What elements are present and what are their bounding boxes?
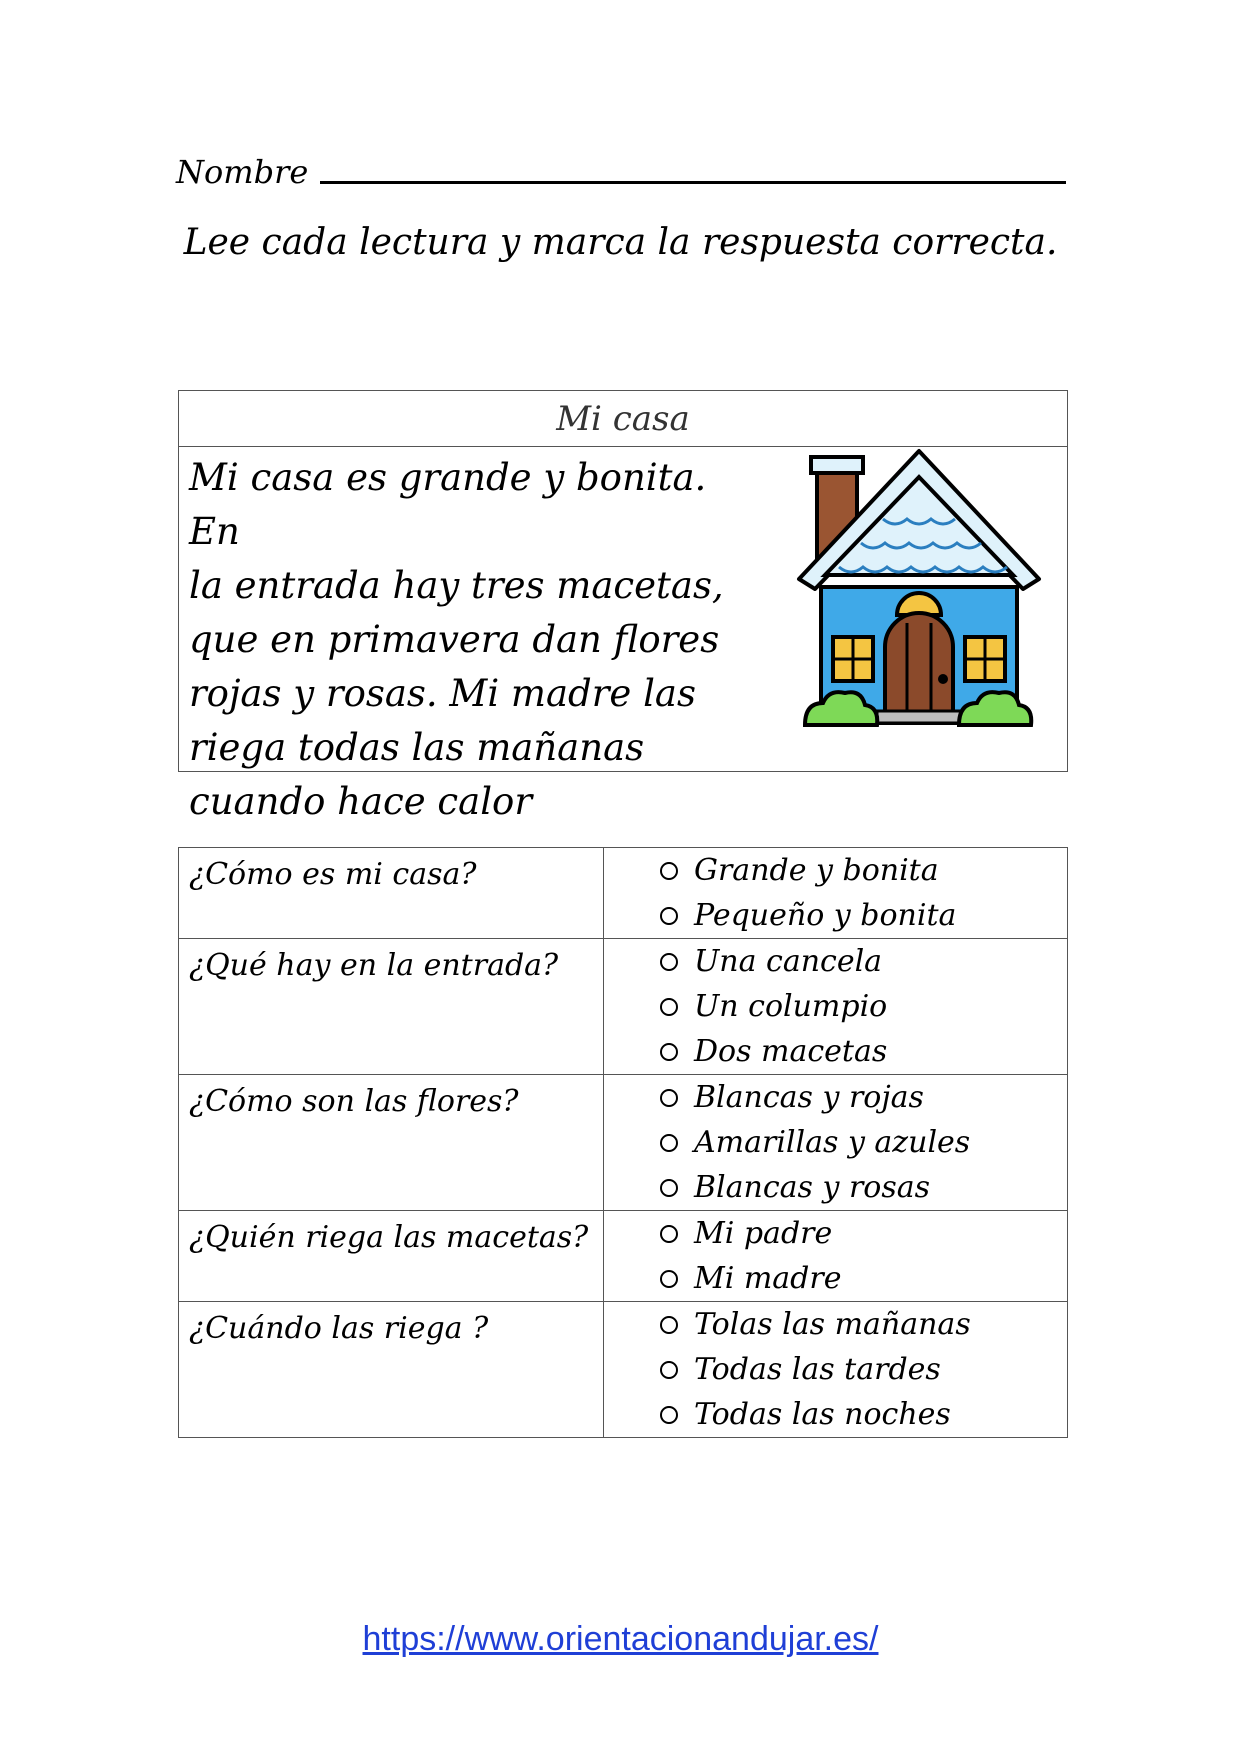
question-text: ¿Qué hay en la entrada? [179, 939, 604, 1075]
option-item[interactable] [660, 1302, 1067, 1347]
options-cell [604, 1211, 1068, 1302]
question-text: ¿Quién riega las macetas? [179, 1211, 604, 1302]
radio-circle-icon[interactable] [660, 998, 678, 1016]
option-item[interactable] [660, 1392, 1067, 1437]
option-item[interactable] [660, 1029, 1067, 1074]
option-item[interactable] [660, 939, 1067, 984]
reading-text [189, 451, 749, 829]
option-item[interactable] [660, 848, 1067, 893]
instruction-text: Lee cada lectura y marca la respuesta correcta. [183, 222, 1058, 263]
radio-circle-icon[interactable] [660, 1179, 678, 1197]
name-label: Nombre [176, 153, 309, 191]
question-row [179, 848, 1068, 939]
option-label: Dos macetas [694, 1034, 888, 1069]
reading-box [178, 390, 1068, 823]
option-item[interactable] [660, 984, 1067, 1029]
option-label: Todas las noches [694, 1397, 951, 1432]
radio-circle-icon[interactable] [660, 1316, 678, 1334]
option-label: Blancas y rosas [694, 1170, 931, 1205]
option-item[interactable] [660, 1120, 1067, 1165]
question-row [179, 1211, 1068, 1302]
option-item[interactable] [660, 1347, 1067, 1392]
option-item[interactable] [660, 1075, 1067, 1120]
option-label: Una cancela [694, 944, 883, 979]
radio-circle-icon[interactable] [660, 1406, 678, 1424]
reading-line: cuando hace calor [189, 780, 533, 823]
option-label: Todas las tardes [694, 1352, 941, 1387]
option-label: Amarillas y azules [694, 1125, 971, 1160]
option-label: Mi madre [694, 1261, 842, 1296]
question-row [179, 939, 1068, 1075]
reading-line: riega todas las mañanas [189, 726, 645, 769]
radio-circle-icon[interactable] [660, 862, 678, 880]
question-text: ¿Cómo es mi casa? [179, 848, 604, 939]
option-label: Mi padre [694, 1216, 833, 1251]
question-text: ¿Cómo son las flores? [179, 1075, 604, 1211]
option-label: Un columpio [694, 989, 888, 1024]
option-label: Tolas las mañanas [694, 1307, 971, 1342]
house-icon [791, 447, 1047, 737]
option-label: Pequeño y bonita [694, 898, 957, 933]
question-row [179, 1302, 1068, 1438]
radio-circle-icon[interactable] [660, 1043, 678, 1061]
reading-line: rojas y rosas. Mi madre las [189, 672, 696, 715]
name-field[interactable] [176, 148, 1066, 191]
options-cell [604, 1075, 1068, 1211]
radio-circle-icon[interactable] [660, 1270, 678, 1288]
option-label: Grande y bonita [694, 853, 939, 888]
options-cell [604, 1302, 1068, 1438]
reading-body [179, 447, 1067, 823]
option-item[interactable] [660, 893, 1067, 938]
radio-circle-icon[interactable] [660, 1134, 678, 1152]
option-item[interactable] [660, 1211, 1067, 1256]
option-item[interactable] [660, 1165, 1067, 1210]
radio-circle-icon[interactable] [660, 953, 678, 971]
radio-circle-icon[interactable] [660, 1225, 678, 1243]
options-cell [604, 848, 1068, 939]
question-row [179, 1075, 1068, 1211]
option-label: Blancas y rojas [694, 1080, 924, 1115]
reading-line: Mi casa es grande y bonita. En [189, 456, 707, 553]
question-text: ¿Cuándo las riega ? [179, 1302, 604, 1438]
reading-line: la entrada hay tres macetas, [189, 564, 724, 607]
reading-line: que en primavera dan flores [189, 618, 720, 661]
radio-circle-icon[interactable] [660, 1361, 678, 1379]
website-link[interactable]: https://www.orientacionandujar.es/ [362, 1620, 879, 1658]
name-underline[interactable] [320, 181, 1066, 184]
radio-circle-icon[interactable] [660, 907, 678, 925]
options-cell [604, 939, 1068, 1075]
reading-title: Mi casa [179, 391, 1067, 447]
option-item[interactable] [660, 1256, 1067, 1301]
radio-circle-icon[interactable] [660, 1089, 678, 1107]
questions-table [178, 847, 1068, 1438]
